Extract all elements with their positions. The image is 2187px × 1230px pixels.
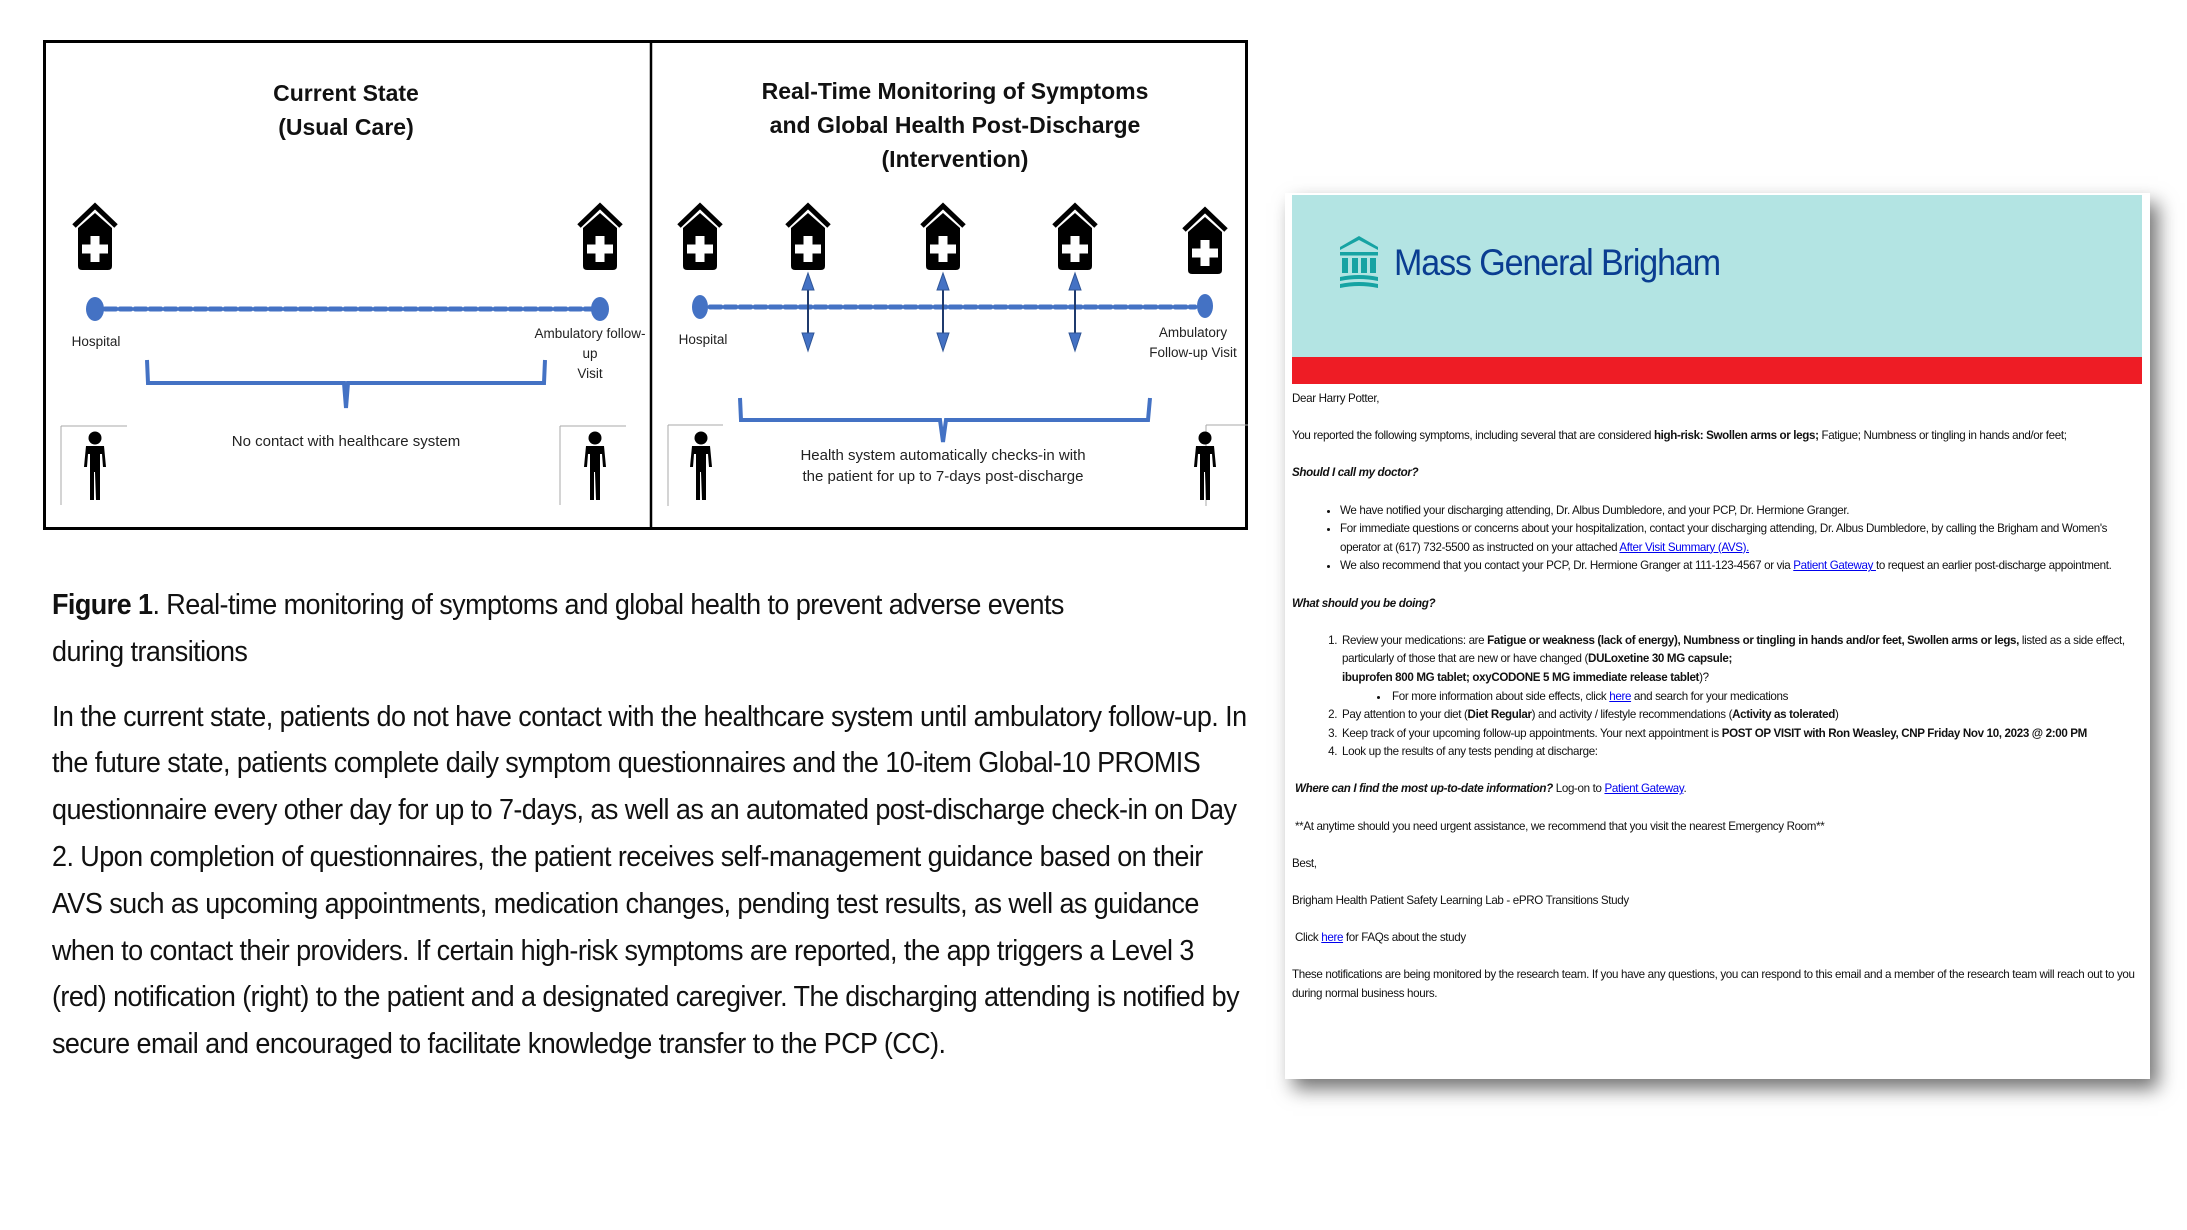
high-risk-symptoms: high-risk: Swollen arms or legs; [1653, 429, 1819, 443]
brace [147, 360, 545, 408]
patient-figure [84, 432, 106, 501]
hospital-icon [74, 206, 116, 270]
hospital-icon [679, 206, 721, 270]
list-item [1340, 502, 2142, 521]
email-body [1292, 390, 2142, 1004]
info-paragraph [1292, 780, 2142, 799]
side-effects-link[interactable]: here [1609, 689, 1632, 703]
text: )? [1699, 670, 1709, 684]
text-line: the patient for up to 7-days post-discharge [802, 468, 1084, 485]
sub-list [1342, 688, 2142, 707]
patient-figure [584, 432, 606, 501]
text: Click [1295, 931, 1322, 945]
text: Fatigue; Numbness or tingling in hands and/or feet; [1818, 429, 2067, 443]
patient-figure [690, 432, 712, 501]
list-item [1340, 725, 2142, 744]
text: Look up the results of any tests pending at discharge: [1342, 745, 1598, 759]
checkin-icon [1054, 206, 1096, 270]
text: . [1683, 782, 1687, 796]
text: ) and activity / lifestyle recommendations ( [1531, 708, 1733, 722]
text: We have notified your discharging attending, Dr. Albus Dumbledore, and your PCP, Dr. Hermione Granger. [1340, 503, 1850, 517]
list-item [1340, 706, 2142, 725]
label-line: up [582, 346, 598, 361]
title-line: Current State [273, 80, 419, 106]
ambulatory-label [1140, 323, 1246, 363]
title-line: and Global Health Post-Discharge [769, 112, 1141, 138]
label-line: Ambulatory follow- [534, 326, 646, 341]
hospital-label: Hospital [71, 334, 121, 349]
patient-gateway-link[interactable]: Patient Gateway [1793, 559, 1876, 573]
emergency-note: **At anytime should you need urgent assistance, we recommend that you visit the nearest Emergency Room** [1295, 819, 1825, 833]
clinic-icon [1184, 210, 1226, 274]
text: Log-on to [1552, 782, 1605, 796]
text: Review your medications: are [1342, 633, 1488, 647]
list-item [1390, 688, 2142, 707]
text: For immediate questions or concerns about your hospitalization, contact your discharging attending, Dr. Albus Dumbledore, by calling the Brigham and Women's operator at (617) 732-5500 as instructed on your attached [1340, 522, 2108, 554]
symptoms-paragraph [1292, 427, 2142, 446]
label-line: Visit [577, 366, 603, 381]
brand-name: Mass General Brigham [1394, 242, 1721, 283]
timeline-end-dot [1197, 294, 1213, 318]
section-heading: Should I call my doctor? [1292, 466, 1419, 480]
greeting: Dear Harry Potter, [1292, 392, 1380, 405]
todo-list [1292, 632, 2142, 762]
timeline-start-dot [692, 295, 708, 319]
signature: Brigham Health Patient Safety Learning Lab - ePRO Transitions Study [1292, 894, 1629, 908]
caption-body: In the current state, patients do not have contact with the healthcare system until ambulatory follow-up. In the future state, patients complete daily symptom questionnaires and the 10-item Global-10 PROMIS questionnaire every other day for up to 7-days, as well as an automated post-discharge check-in on Day 2. Upon completion of questionnaires, the patient receives self-management guidance based on their AVS such as upcoming appointments, medication changes, pending test results, as well as guidance when to contact their providers. If certain high-risk symptoms are reported, the app triggers a Level 3 (red) notification (right) to the patient and a designated caregiver. The discharging attending is notified by secure email and encouraged to facilitate knowledge transfer to the PCP (CC). [52, 700, 1247, 1061]
email-header [1292, 195, 2142, 357]
figure-diagram [43, 40, 1248, 530]
diet: Diet Regular [1467, 708, 1532, 722]
timeline-start-dot [86, 297, 104, 321]
section-heading: Where can I find the most up-to-date information? [1295, 782, 1553, 796]
alert-level-bar [1292, 357, 2142, 384]
hospital-label: Hospital [678, 332, 728, 347]
brace [740, 398, 1150, 442]
figure-title-text: . Real-time monitoring of symptoms and global health to prevent adverse events during transitions [52, 589, 1064, 668]
medication: ibuprofen 800 MG tablet; oxyCODONE 5 MG immediate release tablet [1342, 670, 1700, 684]
text: You reported the following symptoms, including several that are considered [1292, 429, 1654, 443]
text: listed as a side effect, particularly of those that are new or have changed ( [1342, 633, 2125, 666]
clinic-icon [579, 206, 621, 270]
text: ) [1834, 708, 1839, 722]
text: We also recommend that you contact your PCP, Dr. Hermione Granger at 111-123-4567 or via [1340, 559, 1794, 573]
activity: Activity as tolerated [1732, 708, 1835, 722]
notification-email [1285, 193, 2150, 1079]
label-line: Ambulatory [1158, 325, 1228, 340]
figure-caption [52, 582, 1247, 1068]
ambulatory-label [520, 324, 660, 384]
checkin-icon [787, 206, 829, 270]
next-appointment: POST OP VISIT with Ron Weasley, CNP Friday Nov 10, 2023 @ 2:00 PM [1721, 726, 2087, 740]
patient-figure [1194, 432, 1216, 501]
faq-paragraph [1292, 929, 2142, 948]
checkin-text [743, 445, 1143, 487]
symptom-list: Fatigue or weakness (lack of energy), Numbness or tingling in hands and/or feet, Swollen arms or legs, [1487, 633, 2020, 647]
text-line: Health system automatically checks-in with [800, 447, 1086, 464]
medication: DULoxetine 30 MG capsule; [1588, 652, 1732, 666]
timeline-end-dot [591, 297, 609, 321]
text: for FAQs about the study [1343, 931, 1466, 945]
brand-logo [1338, 233, 1748, 293]
text: to request an earlier post-discharge appointment. [1875, 559, 2112, 573]
figure-label: Figure 1 [52, 589, 153, 621]
current-state-title [146, 76, 546, 144]
intervention-title [735, 74, 1175, 176]
section-heading: What should you be doing? [1292, 596, 1436, 610]
list-item [1340, 743, 2142, 762]
checkin-arrows [802, 273, 1081, 351]
checkin-icon [922, 206, 964, 270]
building-logo-icon [1338, 233, 1380, 293]
checkin-double-arrow [1069, 273, 1081, 351]
title-line: (Intervention) [881, 146, 1029, 172]
signoff: Best, [1292, 856, 1317, 870]
checkin-double-arrow [937, 273, 949, 351]
label-line: Follow-up Visit [1149, 345, 1237, 360]
patient-gateway-link[interactable]: Patient Gateway [1604, 782, 1684, 796]
no-contact-text: No contact with healthcare system [231, 433, 461, 450]
text: Pay attention to your diet ( [1342, 708, 1468, 722]
list-item [1340, 557, 2142, 576]
figure-title [52, 582, 1122, 676]
faq-link[interactable]: here [1321, 931, 1344, 945]
list-item [1340, 520, 2142, 557]
avs-link[interactable]: After Visit Summary (AVS). [1619, 540, 1750, 554]
title-line: (Usual Care) [278, 114, 414, 140]
checkin-double-arrow [802, 273, 814, 351]
text: and search for your medications [1631, 689, 1789, 703]
footer-note: These notifications are being monitored by the research team. If you have any questions, you can respond to this email and a member of the research team will reach out to you during normal business hours. [1292, 968, 2135, 1000]
list-item [1340, 632, 2142, 706]
text: For more information about side effects, click [1392, 689, 1610, 703]
title-line: Real-Time Monitoring of Symptoms [761, 78, 1149, 104]
text: Keep track of your upcoming follow-up appointments. Your next appointment is [1342, 726, 1722, 740]
call-doctor-list [1292, 502, 2142, 576]
